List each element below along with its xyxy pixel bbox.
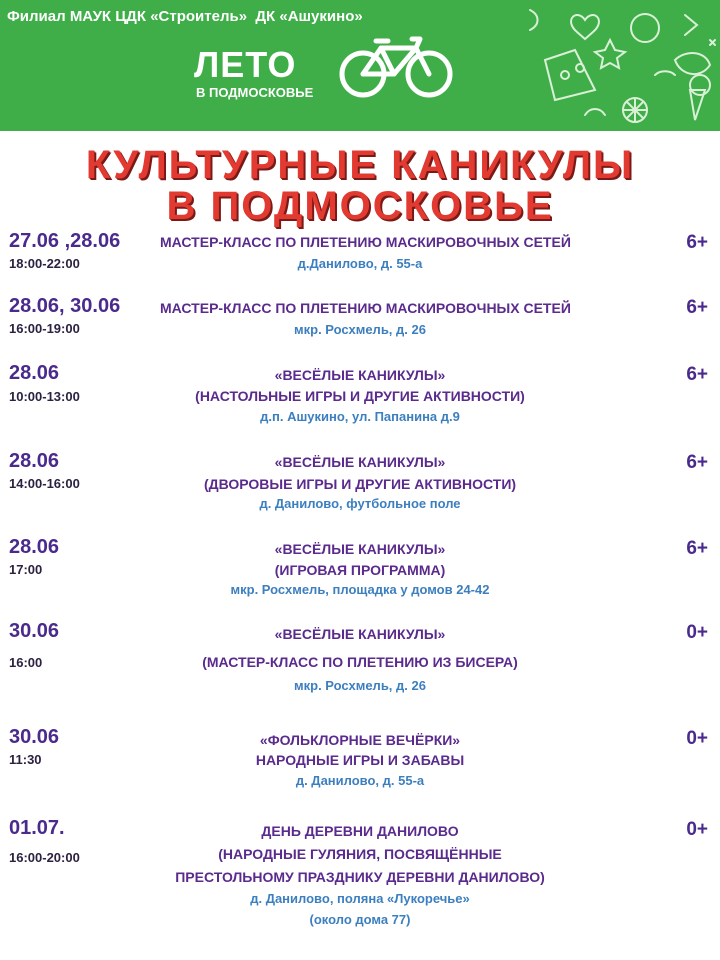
header-banner [0,0,720,131]
event-location: мкр. Росхмель, площадка у домов 24-42 [230,582,490,597]
page-title-line-1: КУЛЬТУРНЫЕ КАНИКУЛЫ [85,143,635,187]
page-title-line-2: В ПОДМОСКОВЬЕ [166,184,554,228]
event-subtitle: (НАРОДНЫЕ ГУЛЯНИЯ, ПОСВЯЩЁННЫЕ [218,846,502,862]
age-rating: 0+ [686,622,708,643]
event-location: д.Данилово, д. 55-а [297,256,423,271]
event-location: мкр. Росхмель, д. 26 [294,322,426,337]
event-date: 28.06 [9,450,60,472]
age-rating: 6+ [686,538,708,559]
age-rating: 6+ [686,297,708,318]
bicycle-icon [336,34,456,100]
event-date: 01.07. [9,817,65,839]
organization-name: Филиал МАУК ЦДК «Строитель» ДК «Ашукино» [7,8,363,25]
event-date: 28.06 [9,536,60,558]
event-time: 16:00-19:00 [9,321,80,336]
event-location: д. Данилово, поляна «Лукоречье» [250,891,470,906]
summer-doodles-icon [525,0,720,131]
event-time: 10:00-13:00 [9,389,80,404]
event-title: «ВЕСЁЛЫЕ КАНИКУЛЫ» [274,541,446,557]
age-rating: 6+ [686,232,708,253]
event-subtitle: (ДВОРОВЫЕ ИГРЫ И ДРУГИЕ АКТИВНОСТИ) [203,476,517,492]
event-subtitle: ПРЕСТОЛЬНОМУ ПРАЗДНИКУ ДЕРЕВНИ ДАНИЛОВО) [175,869,545,885]
logo-subtitle: В ПОДМОСКОВЬЕ [196,85,314,100]
event-date: 28.06, 30.06 [9,295,121,317]
event-time: 18:00-22:00 [9,256,80,271]
age-rating: 0+ [686,819,708,840]
event-subtitle: (ИГРОВАЯ ПРОГРАММА) [274,562,446,578]
event-date: 28.06 [9,362,60,384]
event-subtitle: НАРОДНЫЕ ИГРЫ И ЗАБАВЫ [255,752,465,768]
age-rating: 6+ [686,452,708,473]
event-title: МАСТЕР-КЛАСС ПО ПЛЕТЕНИЮ МАСКИРОВОЧНЫХ СЕТЕЙ [160,300,571,316]
event-time: 11:30 [9,752,42,767]
event-time: 16:00 [9,655,43,670]
event-date: 30.06 [9,620,60,642]
event-location-note: (около дома 77) [309,912,411,927]
event-title: ДЕНЬ ДЕРЕВНИ ДАНИЛОВО [261,823,459,839]
event-location: мкр. Росхмель, д. 26 [294,678,426,693]
event-location: д.п. Ашукино, ул. Папанина д.9 [260,409,460,424]
event-subtitle: (НАСТОЛЬНЫЕ ИГРЫ И ДРУГИЕ АКТИВНОСТИ) [195,388,525,404]
event-time: 17:00 [9,562,43,577]
event-title: «ФОЛЬКЛОРНЫЕ ВЕЧЁРКИ» [259,732,461,748]
event-date: 30.06 [9,726,60,748]
logo-word: ЛЕТО [194,44,297,85]
event-title: «ВЕСЁЛЫЕ КАНИКУЛЫ» [274,367,446,383]
event-time: 14:00-16:00 [9,476,80,491]
event-location: д. Данилово, д. 55-а [295,773,425,788]
event-time: 16:00-20:00 [9,850,80,865]
event-title: МАСТЕР-КЛАСС ПО ПЛЕТЕНИЮ МАСКИРОВОЧНЫХ СЕТЕЙ [160,234,571,250]
age-rating: 6+ [686,364,708,385]
event-date: 27.06 ,28.06 [9,230,121,252]
event-subtitle: (МАСТЕР-КЛАСС ПО ПЛЕТЕНИЮ ИЗ БИСЕРА) [202,654,518,670]
age-rating: 0+ [686,728,708,749]
event-location: д. Данилово, футбольное поле [259,496,461,511]
event-title: «ВЕСЁЛЫЕ КАНИКУЛЫ» [274,454,446,470]
event-title: «ВЕСЁЛЫЕ КАНИКУЛЫ» [274,626,446,642]
